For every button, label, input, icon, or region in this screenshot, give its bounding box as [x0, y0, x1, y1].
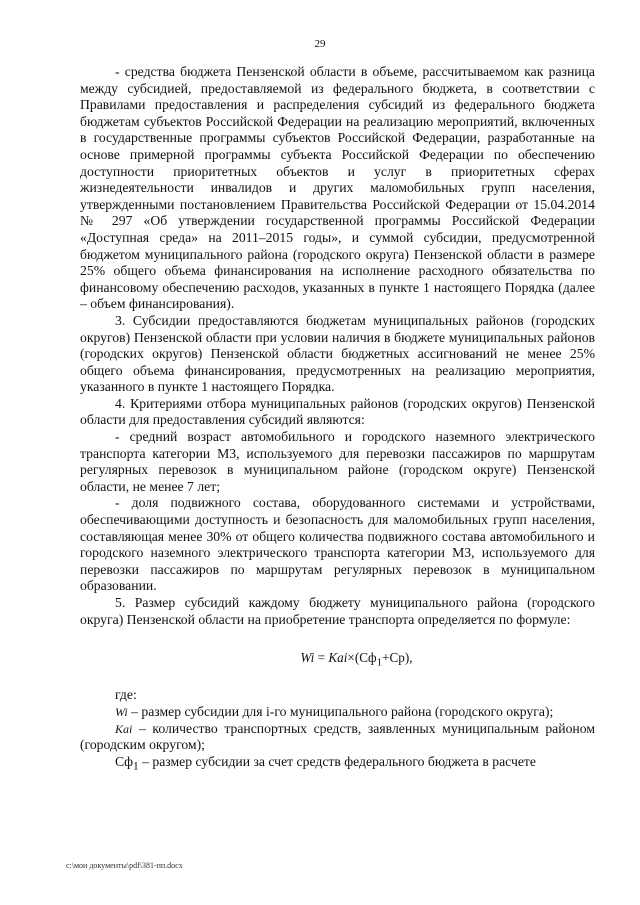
paragraph-item-5: 5. Размер субсидий каждому бюджету муниципального района (городского округа) Пензенской области на приобретение транспорта определяется по формуле:: [80, 595, 595, 627]
definition-cf1: [80, 754, 595, 775]
formula-var: Kai: [328, 650, 348, 666]
where-label: где:: [115, 687, 137, 703]
definition-text: – количество транспортных средств, заявленных муниципальным районом (городским округом);: [80, 720, 595, 753]
subsidy-formula: $Wi = Kai\times(Сф_1+Ср)$,: [300, 650, 413, 669]
definition-sub: 1: [133, 760, 139, 773]
paragraph-item-4: 4. Критериями отбора муниципальных районов (городских округов) Пензенской области для предоставления субсидий являются:: [80, 395, 595, 428]
paragraph-budget-funds: - средства бюджета Пензенской области в объеме, рассчитываемом как разница между субсидией, предоставляемой из федерального бюджета, в соответствии с Правилами предоставления и распределения субсидий из федерального бюджета бюджетам субъектов Российской Федерации на реализацию мероприятий, включенных в государственные программы субъектов Российской Федерации, разработанные на основе примерной программы субъекта Российской Федерации по обеспечению доступности приоритетных объектов и услуг в приоритетных сферах жизнедеятельности инвалидов и других маломобильных групп населения, утвержденными постановлением Правительства Российской Федерации от 15.04.2014 № 297 «Об утверждении государственной программы Российской Федерации «Доступная среда» на 2011–2015 годы», и суммой субсидии, предусмотренной бюджетом муниципального района (городского округа) Пензенской области в размере 25% общего объема финансирования на исполнение расходного обязательства по финансовому обеспечению расходов, указанных в пункте 1 настоящего Порядка (далее – объем финансирования).: [80, 64, 595, 312]
formula-lhs: Wi: [300, 650, 315, 666]
definition-symbol: Сф: [115, 753, 133, 769]
paragraph-criterion-age: - средний возраст автомобильного и городского наземного электрического транспорта категории М3, используемого для перевозки пассажиров по маршрутам регулярных перевозок в муниципальном районе (городском округе) Пензенской области, не менее 7 лет;: [80, 429, 595, 494]
paragraph-criterion-share: - доля подвижного состава, оборудованного системами и устройствами, обеспечивающими доступность и безопасность для маломобильных групп населения, составляющая менее 30% от общего количества подвижного состава автомобильного и городского наземного электрического транспорта категории М3, используемого для перевозки пассажиров по маршрутам регулярных перевозок в муниципальном образовании.: [80, 495, 595, 594]
formula-open: ×(Сф: [347, 650, 377, 666]
definition-text: – размер субсидии за счет средств федерального бюджета в расчете: [138, 753, 536, 769]
definition-symbol: Kai: [115, 721, 133, 736]
footer-file-path: c:\мои документы\pdf\381-пп.docx: [66, 861, 183, 870]
formula-close: +Ср),: [382, 650, 413, 666]
definition-wi: [80, 704, 595, 721]
definition-kai: [80, 721, 595, 754]
definition-text: – размер субсидии для i-го муниципального района (городского округа);: [127, 704, 554, 720]
document-body: [80, 64, 595, 775]
page-number: 29: [314, 38, 326, 50]
formula-sub: 1: [376, 656, 383, 669]
definition-symbol: Wi: [115, 705, 128, 720]
paragraph-item-3: 3. Субсидии предоставляются бюджетам муниципальных районов (городских округов) Пензенской области при условии наличия в бюджете муниципальных районов (городских округов) Пензенской области бюджетных ассигнований не менее 25% общего объема финансирования, предусмотренных на реализацию мероприятия, указанного в пункте 1 настоящего Порядка.: [80, 312, 595, 395]
